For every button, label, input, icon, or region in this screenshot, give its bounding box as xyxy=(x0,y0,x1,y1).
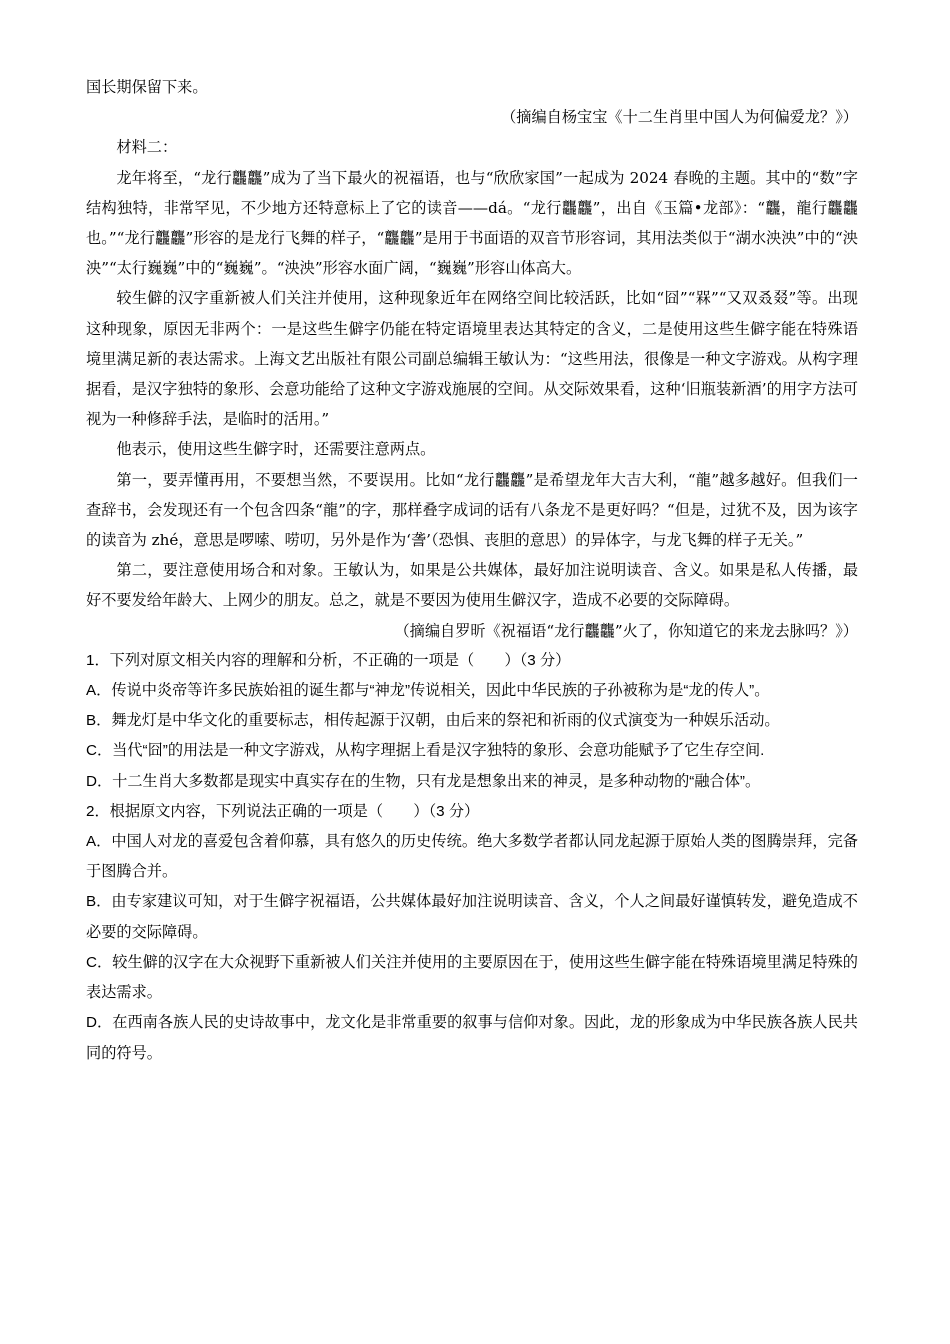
question-1-option-c: C．当代“囧”的用法是一种文字游戏，从构字理据上看是汉字独特的象形、会意功能赋予了它生存空间. xyxy=(86,742,765,760)
question-1-option-a: A．传说中炎帝等许多民族始祖的诞生都与“神龙”传说相关，因此中华民族的子孙被称为是“龙的传人”。 xyxy=(86,682,770,700)
source-citation-2: （摘编自罗昕《祝福语“龙行龘龘”火了，你知道它的来龙去脉吗？》） xyxy=(394,621,858,640)
material-2-paragraph-2: 较生僻的汉字重新被人们关注并使用，这种现象近年在网络空间比较活跃，比如“囧”“槑”“又双叒叕”等。出现这种现象，原因无非两个：一是这些生僻字仍能在特定语境里表达其特定的含义，二是使用这些生僻字能在特殊语境里满足新的表达需求。上海文艺出版社有限公司副总编辑王敏认为：“这些用法，很像是一种文字游戏。从构字理据看，是汉字独特的象形、会意功能给了这种文字游戏施展的空间。从交际效果看，这种‘旧瓶装新酒’的用字方法可视为一种修辞手法，是临时的活用。” xyxy=(86,289,858,429)
question-2-option-b: B．由专家建议可知，对于生僻字祝福语，公共媒体最好加注说明读音、含义，个人之间最好谨慎转发，避免造成不必要的交际障碍。 xyxy=(86,893,858,941)
question-1-option-b: B．舞龙灯是中华文化的重要标志，相传起源于汉朝，由后来的祭祀和祈雨的仪式演变为一种娱乐活动。 xyxy=(86,712,780,730)
question-2-option-c: C．较生僻的汉字在大众视野下重新被人们关注并使用的主要原因在于，使用这些生僻字能在特殊语境里满足特殊的表达需求。 xyxy=(86,953,858,1002)
question-2-option-d: D．在西南各族人民的史诗故事中，龙文化是非常重要的叙事与信仰对象。因此，龙的形象成为中华民族各族人民共同的符号。 xyxy=(86,1014,858,1062)
material-2-paragraph-3: 他表示，使用这些生僻字时，还需要注意两点。 xyxy=(116,440,436,459)
question-1-stem: 1．下列对原文相关内容的理解和分析，不正确的一项是（ ）（3 分） xyxy=(86,651,571,669)
material-2-paragraph-5: 第二，要注意使用场合和对象。王敏认为，如果是公共媒体，最好加注说明读音、含义。如果是私人传播，最好不要发给年龄大、上网少的朋友。总之，就是不要因为使用生僻汉字，造成不必要的交际障碍。 xyxy=(86,561,858,610)
continuation-line: 国长期保留下来。 xyxy=(86,78,208,96)
material-2-paragraph-4: 第一，要弄懂再用，不要想当然，不要误用。比如“龙行龘龘”是希望龙年大吉大利，“龍”越多越好。但我们一查辞书，会发现还有一个包含四条“龍”的字，那样叠字成词的话有八条龙不是更好吗？“但是，过犹不及，因为该字的读音为 zhé，意思是啰嗦、唠叨，另外是作为‘詟’（恐惧、丧胆的意思）的异体字，与龙飞舞的样子无关。” xyxy=(86,470,858,550)
question-1-option-d: D．十二生肖大多数都是现实中真实存在的生物，只有龙是想象出来的神灵，是多种动物的“融合体”。 xyxy=(86,772,761,790)
document-page xyxy=(86,72,858,1069)
source-citation-1: （摘编自杨宝宝《十二生肖里中国人为何偏爱龙？》） xyxy=(501,108,858,127)
material-2-label: 材料二： xyxy=(116,138,178,157)
material-2-paragraph-1: 龙年将至，“龙行龘龘”成为了当下最火的祝福语，也与“欣欣家国”一起成为 2024 春晚的主题。其中的“数”字结构独特，非常罕见，不少地方还特意标上了它的读音——dá。“龙行龘龘”，出自《玉篇•龙部》：“龘，龍行龘龘也。”“龙行龘龘”形容的是龙行飞舞的样子，“龘龘”是用于书面语的双音节形容词，其用法类似于“湖水泱泱”中的“泱泱”“太行巍巍”中的“巍巍”。“泱泱”形容水面广阔，“巍巍”形容山体高大。 xyxy=(86,168,858,278)
question-2-option-a: A．中国人对龙的喜爱包含着仰慕，具有悠久的历史传统。绝大多数学者都认同龙起源于原始人类的图腾崇拜，完备于图腾合并。 xyxy=(86,833,858,881)
question-2-stem: 2．根据原文内容，下列说法正确的一项是（ ）（3 分） xyxy=(86,802,480,820)
